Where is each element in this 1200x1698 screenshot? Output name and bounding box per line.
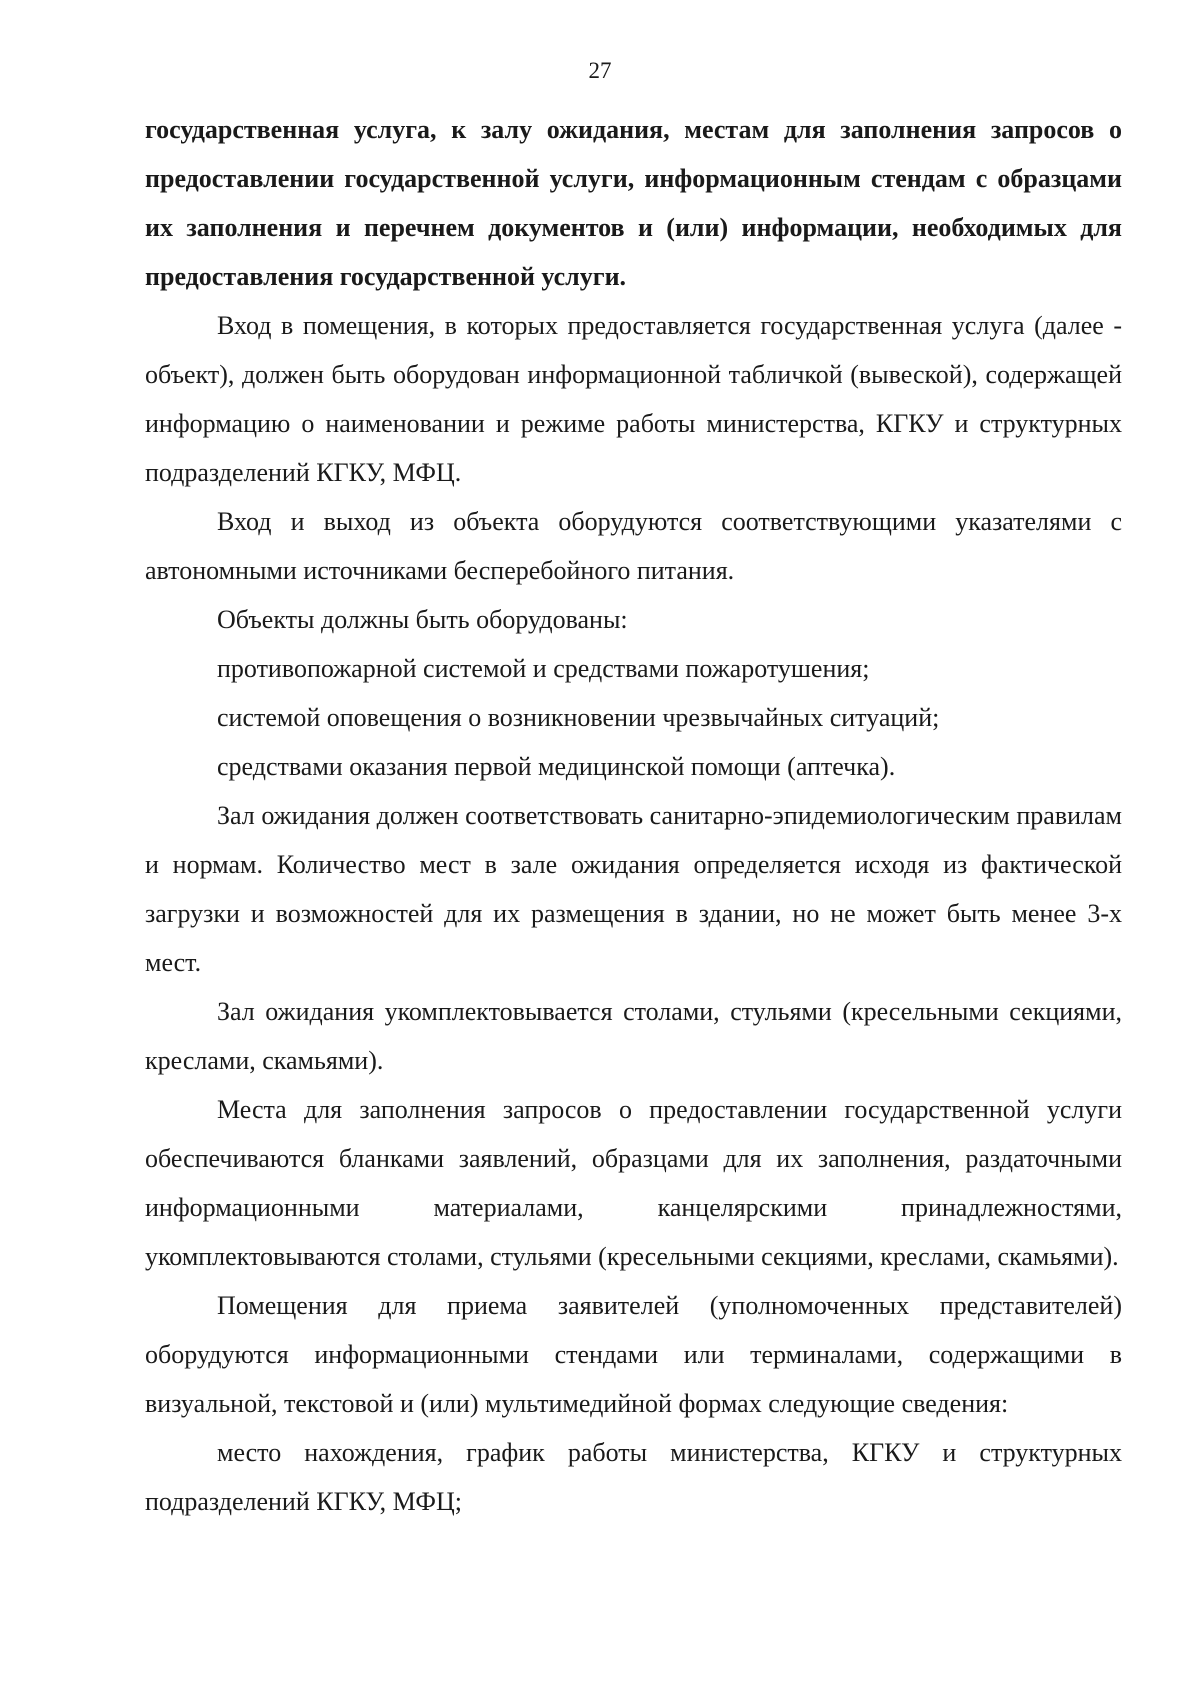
paragraph-equipment-intro: Объекты должны быть оборудованы: <box>217 605 628 634</box>
paragraph-request-filling-places: Места для заполнения запросов о предоставлении государственной услуги обеспечиваются бланками заявлений, образцами для их заполнения, раздаточными информационными материалами, канцелярскими принадлежностями, укомплектовываются столами, стульями (кресельными секциями, креслами, скамьями). <box>145 1095 1122 1271</box>
paragraph-entrance-exit-signs: Вход и выход из объекта оборудуются соответствующими указателями с автономными источниками бесперебойного питания. <box>145 507 1122 585</box>
paragraph-reception-rooms: Помещения для приема заявителей (уполномоченных представителей) оборудуются информационными стендами или терминалами, содержащими в визуальной, текстовой и (или) мультимедийной формах следующие сведения: <box>145 1291 1122 1418</box>
section-heading: государственная услуга, к залу ожидания, местам для заполнения запросов о предоставлении государственной услуги, информационным стендам с образцами их заполнения и перечнем документов и (или) информации, необходимых для предоставления государственной услуги. <box>145 115 1122 291</box>
list-item-fire-system: противопожарной системой и средствами пожаротушения; <box>217 654 870 683</box>
paragraph-waiting-hall-furniture: Зал ожидания укомплектовывается столами, стульями (кресельными секциями, креслами, скамьями). <box>145 997 1122 1075</box>
list-item-location-schedule: место нахождения, график работы министерства, КГКУ и структурных подразделений КГКУ, МФЦ; <box>145 1438 1122 1516</box>
page-number: 27 <box>588 58 612 83</box>
paragraph-waiting-hall-norms: Зал ожидания должен соответствовать санитарно-эпидемиологическим правилам и нормам. Количество мест в зале ожидания определяется исходя из фактической загрузки и возможностей для их размещения в здании, но не может быть менее 3-х мест. <box>145 801 1122 977</box>
list-item-alert-system: системой оповещения о возникновении чрезвычайных ситуаций; <box>217 703 940 732</box>
document-body <box>145 105 1122 1526</box>
list-item-first-aid: средствами оказания первой медицинской помощи (аптечка). <box>217 752 896 781</box>
paragraph-entrance-signage: Вход в помещения, в которых предоставляется государственная услуга (далее - объект), должен быть оборудован информационной табличкой (вывеской), содержащей информацию о наименовании и режиме работы министерства, КГКУ и структурных подразделений КГКУ, МФЦ. <box>145 311 1122 487</box>
